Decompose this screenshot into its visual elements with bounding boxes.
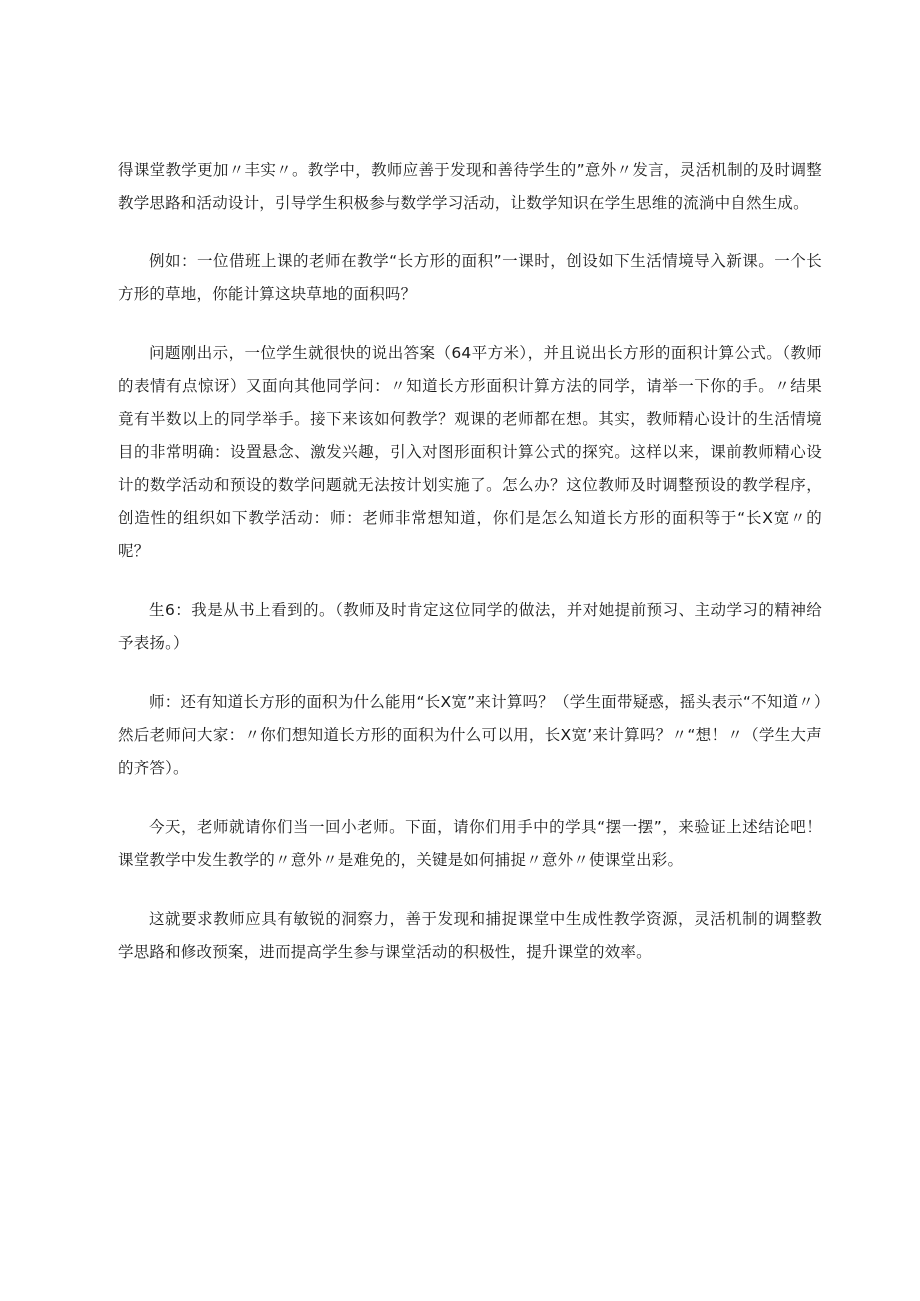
paragraph-3: 问题刚出示，一位学生就很快的说出答案（64平方米），并且说出长方形的面积计算公式。（教师的表情有点惊讶）又面向其他同学问：〃知道长方形面积计算方法的同学，请举一下你的手。〃结果竟有半数以上的同学举手。接下来该如何教学？观课的老师都在想。其实，教师精心设计的生活情境目的非常明确：设置悬念、激发兴趣，引入对图形面积计算公式的探究。这样以来，课前教师精心设计的数学活动和预设的数学问题就无法按计划实施了。怎么办？这位教师及时调整预设的教学程序，创造性的组织如下教学活动：师：老师非常想知道，你们是怎么知道长方形的面积等于“长X宽〃的呢？ [118, 344, 822, 560]
paragraph-7: 这就要求教师应具有敏锐的洞察力，善于发现和捕捉课堂中生成性教学资源，灵活机制的调整教学思路和修改预案，进而提高学生参与课堂活动的积极性，提升课堂的效率。 [118, 910, 822, 961]
document-body [118, 154, 822, 997]
paragraph-4: 生6：我是从书上看到的。（教师及时肯定这位同学的做法，并对她提前预习、主动学习的精神给予表扬。） [118, 601, 822, 652]
paragraph-1: 得课堂教学更加〃丰实〃。教学中，教师应善于发现和善待学生的”意外〃发言，灵活机制的及时调整教学思路和活动设计，引导学生积极参与数学学习活动，让数学知识在学生思维的流淌中自然生成。 [118, 161, 822, 212]
paragraph-5: 师：还有知道长方形的面积为什么能用“长X宽”来计算吗？（学生面带疑惑，摇头表示“不知道〃）然后老师问大家：〃你们想知道长方形的面积为什么可以用，长X宽’来计算吗？〃“想！〃（学生大声的齐答）。 [118, 693, 822, 777]
paragraph-6: 今天，老师就请你们当一回小老师。下面，请你们用手中的学具“摆一摆”，来验证上述结论吧！课堂教学中发生教学的〃意外〃是难免的，关键是如何捕捉〃意外〃使课堂出彩。 [118, 818, 822, 869]
paragraph-2: 例如：一位借班上课的老师在教学“长方形的面积”一课时，创设如下生活情境导入新课。一个长方形的草地，你能计算这块草地的面积吗？ [118, 252, 822, 303]
